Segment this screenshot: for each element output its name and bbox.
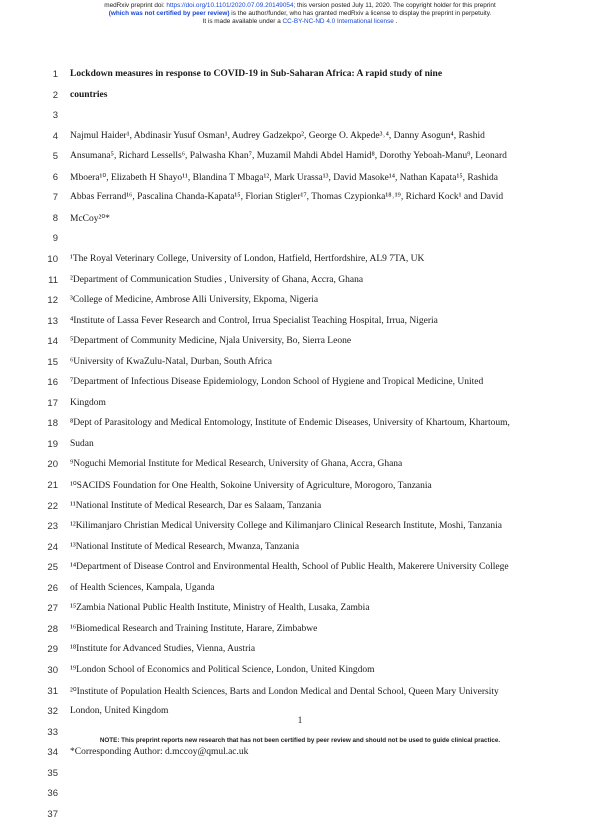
line-text: ⁴Institute of Lassa Fever Research and Control, Irrua Specialist Teaching Hospital, Irrua, Nigeria [70,315,438,326]
license-link[interactable]: CC-BY-NC-ND 4.0 International license [282,18,394,25]
manuscript-line [0,501,600,521]
line-number: 8 [52,212,58,224]
line-number: 3 [52,110,58,122]
manuscript-line [0,69,600,89]
line-text: ¹⁸Institute for Advanced Studies, Vienna, Austria [70,644,256,655]
line-text: ⁶University of KwaZulu-Natal, Durban, South Africa [70,356,272,367]
line-text: McCoy²⁰* [70,213,110,224]
line-number: 17 [47,397,58,409]
paper-title: countries [70,89,108,100]
line-text: ¹⁴Department of Disease Control and Environmental Health, School of Public Health, Makerere University College [70,562,509,573]
line-number: 5 [52,151,58,163]
line-number: 23 [47,521,58,533]
header-line-3: It is made available under a CC-BY-NC-ND 4.0 International license . [202,18,398,25]
manuscript-line [0,295,600,315]
line-number: 36 [47,788,58,800]
line-text: ⁸Dept of Parasitology and Medical Entomology, Institute of Endemic Diseases, University of Khartoum, Khartoum, [70,418,510,429]
line-number: 37 [47,808,58,820]
line-number: 2 [52,89,58,101]
doi-link[interactable]: https://doi.org/10.1101/2020.07.09.20149054 [166,2,294,9]
manuscript-line [0,603,600,623]
line-text: London, United Kingdom [70,706,169,717]
line-number: 12 [47,295,58,307]
line-text: ²Department of Communication Studies , University of Ghana, Accra, Ghana [70,274,364,285]
manuscript-line [0,439,600,459]
line-number: 10 [47,253,58,265]
line-text: Abbas Ferrand¹⁶, Pascalina Chanda-Kapata¹⁵, Florian Stigler¹⁷, Thomas Czypionka¹⁸˒¹⁹, Richard Kock¹ and David [70,192,504,203]
line-number: 15 [47,356,58,368]
line-text: ¹⁵Zambia National Public Health Institute, Ministry of Health, Lusaka, Zambia [70,603,370,614]
line-text: ³College of Medicine, Ambrose Alli University, Ekpoma, Nigeria [70,295,319,306]
footer-note: NOTE: This preprint reports new research that has not been certified by peer review and should not be used to guide clinical practice. [99,737,501,744]
line-text: ²⁰Institute of Population Health Sciences, Barts and London Medical and Dental School, Queen Mary University [70,686,499,697]
page-number: 1 [297,716,303,726]
line-number: 4 [52,130,58,142]
manuscript-line [0,459,600,479]
line-number: 7 [52,192,58,204]
line-text: Kingdom [70,397,106,408]
manuscript-line [0,172,600,192]
line-text: ⁷Department of Infectious Disease Epidemiology, London School of Hygiene and Tropical Medicine, United [70,377,484,388]
header-line-2: (which was not certified by peer review) is the author/funder, who has granted medRxiv a license to display the preprint in perpetuity. [108,10,492,17]
line-number: 30 [47,664,58,676]
manuscript-line [0,644,600,664]
manuscript-line [0,233,600,253]
line-number: 14 [47,336,58,348]
line-number: 35 [47,767,58,779]
manuscript-line [0,665,600,685]
line-number: 25 [47,562,58,574]
manuscript-line [0,480,600,500]
line-text: Sudan [70,438,94,449]
line-text: ¹³National Institute of Medical Research, Mwanza, Tanzania [70,541,300,552]
manuscript-line [0,521,600,541]
line-text: Ansumana⁵, Richard Lessells⁶, Palwasha Khan⁷, Muzamil Mahdi Abdel Hamid⁸, Dorothy Yeboah-Manu⁹, Leonard [70,151,507,162]
manuscript-line [0,624,600,644]
line-text: ⁹Noguchi Memorial Institute for Medical Research, University of Ghana, Accra, Ghana [70,459,403,470]
peer-review-notice: (which was not certified by peer review) [108,10,230,17]
line-number: 24 [47,541,58,553]
line-text: Mboera¹⁰, Elizabeth H Shayo¹¹, Blandina T Mbaga¹², Mark Urassa¹³, David Masoke¹⁴, Nathan Kapata¹⁵, Rashida [70,172,499,183]
line-text: ⁵Department of Community Medicine, Njala University, Bo, Sierra Leone [70,336,352,347]
manuscript-line [0,90,600,110]
line-number: 26 [47,582,58,594]
manuscript-line [0,151,600,171]
manuscript-line [0,377,600,397]
line-number: 9 [52,233,58,245]
line-number: 22 [47,500,58,512]
line-text: of Health Sciences, Kampala, Uganda [70,582,215,593]
manuscript-line [0,768,600,788]
manuscript-line [0,213,600,233]
line-number: 29 [47,644,58,656]
manuscript-line [0,583,600,603]
manuscript-line [0,418,600,438]
manuscript-line [0,316,600,336]
line-text: ¹¹National Institute of Medical Research, Dar es Salaam, Tanzania [70,500,322,511]
line-number: 16 [47,377,58,389]
line-text: ¹⁶Biomedical Research and Training Institute, Harare, Zimbabwe [70,623,318,634]
line-number: 11 [48,274,58,286]
manuscript-line [0,562,600,582]
manuscript-line [0,336,600,356]
paper-title: Lockdown measures in response to COVID-19 in Sub-Saharan Africa: A rapid study of nine [70,69,443,79]
line-text: ¹⁰SACIDS Foundation for One Health, Sokoine University of Agriculture, Morogoro, Tanzania [70,481,432,491]
header-line-1: medRxiv preprint doi: https://doi.org/10.1101/2020.07.09.20149054; this version posted July 11, 2020. The copyright holder for this preprint [104,2,496,9]
manuscript-line [0,192,600,212]
line-text: Najmul Haider¹, Abdinasir Yusuf Osman¹, Audrey Gadzekpo², George O. Akpede³˒⁴, Danny Asogun⁴, Rashid [70,130,485,141]
line-number: 31 [47,685,58,697]
manuscript-line [0,357,600,377]
manuscript-line [0,110,600,130]
line-number: 6 [52,171,58,183]
line-number: 32 [47,706,58,718]
line-text: ¹⁹London School of Economics and Political Science, London, United Kingdom [70,664,375,675]
manuscript-line [0,131,600,151]
manuscript-line [0,275,600,295]
line-number: 28 [47,623,58,635]
line-text: ¹The Royal Veterinary College, University of London, Hatfield, Hertfordshire, AL9 7TA, UK [70,253,425,264]
line-number: 34 [47,747,58,759]
preprint-header [0,2,600,26]
manuscript-line [0,254,600,274]
line-number: 33 [47,726,58,738]
manuscript-line [0,788,600,808]
line-number: 21 [47,480,58,491]
manuscript-line [0,398,600,418]
line-number: 27 [47,603,58,615]
line-number: 20 [47,459,58,471]
line-text[interactable]: *Corresponding Author: d.mccoy@qmul.ac.uk [70,747,249,758]
line-number: 13 [47,315,58,327]
line-number: 1 [52,69,58,80]
line-number: 18 [47,418,58,430]
manuscript-line [0,809,600,829]
line-text: ¹²Kilimanjaro Christian Medical University College and Kilimanjaro Clinical Research Institute, Moshi, Tanzania [70,521,502,532]
line-number: 19 [47,438,58,450]
manuscript-line [0,686,600,706]
manuscript-line [0,542,600,562]
manuscript-line [0,747,600,767]
